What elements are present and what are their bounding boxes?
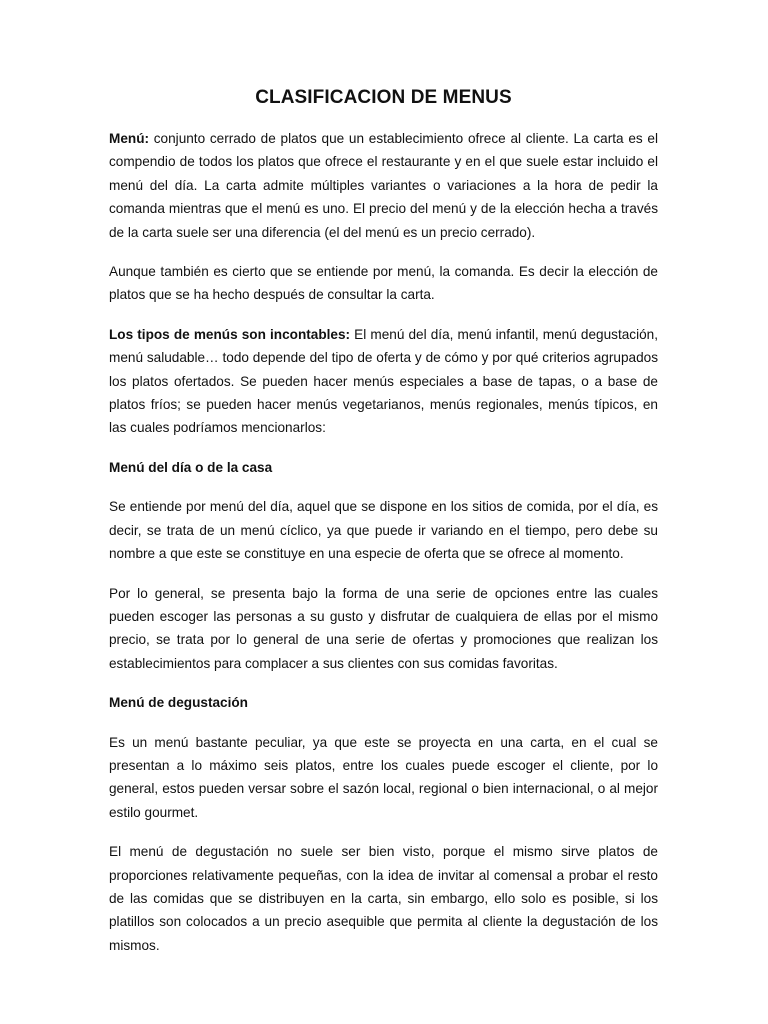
paragraph-menu-definition — [109, 127, 658, 244]
paragraph-menu-degustacion-1: Es un menú bastante peculiar, ya que este se proyecta en una carta, en el cual se presentan a lo máximo seis platos, entre los cuales puede escoger el cliente, por lo general, estos pueden versar sobre el sazón local, regional o bien internacional, o al mejor estilo gourmet. — [109, 734, 658, 820]
paragraph-menu-del-dia-2: Por lo general, se presenta bajo la forma de una serie de opciones entre las cuales pueden escoger las personas a su gusto y disfrutar de cualquiera de ellas por el mismo precio, se trata por lo general de una serie de ofertas y promociones que realizan los establecimientos para complacer a sus clientes con sus comidas favoritas. — [109, 585, 658, 671]
document-page — [109, 0, 658, 957]
section-heading-menu-degustacion: Menú de degustación — [109, 695, 248, 711]
paragraph-lead-menu: Menú: — [109, 131, 150, 146]
paragraph-text-menu-types: El menú del día, menú infantil, menú degustación, menú saludable… todo depende del tipo de oferta y de cómo y por qué criterios agrupados los platos ofertados. Se pueden hacer menús especiales a base de tapas, o a base de platos fríos; se pueden hacer menús vegetarianos, menús regionales, menús típicos, en las cuales podríamos mencionarlos: — [109, 326, 658, 436]
document-title: CLASIFICACION DE MENUS — [255, 87, 512, 108]
paragraph-menu-degustacion-2: El menú de degustación no suele ser bien visto, porque el mismo sirve platos de proporciones relativamente pequeñas, con la idea de invitar al comensal a probar el resto de las comidas que se distribuyen en la carta, sin embargo, ello solo es posible, si los platillos son colocados a un precio asequible que permita al cliente la degustación de los mismos. — [109, 844, 658, 953]
section-heading-menu-del-dia: Menú del día o de la casa — [109, 459, 273, 475]
paragraph-menu-types — [109, 323, 658, 440]
paragraph-comanda: Aunque también es cierto que se entiende por menú, la comanda. Es decir la elección de platos que se ha hecho después de consultar la carta. — [109, 264, 658, 303]
paragraph-text-menu: conjunto cerrado de platos que un establecimiento ofrece al cliente. La carta es el compendio de todos los platos que ofrece el restaurante y en el que suele estar incluido el menú del día. La carta admite múltiples variantes o variaciones a la hora de pedir la comanda mientras que el menú es uno. El precio del menú y de la elección hecha a través de la carta suele ser una diferencia (el del menú es un precio cerrado). — [109, 131, 658, 240]
paragraph-menu-del-dia-1: Se entiende por menú del día, aquel que se dispone en los sitios de comida, por el día, es decir, se trata de un menú cíclico, ya que puede ir variando en el tiempo, pero debe su nombre a que este se constituye en una especie de oferta que se ofrece al momento. — [109, 499, 658, 562]
paragraph-lead-menu-types: Los tipos de menús son incontables: — [109, 326, 351, 342]
